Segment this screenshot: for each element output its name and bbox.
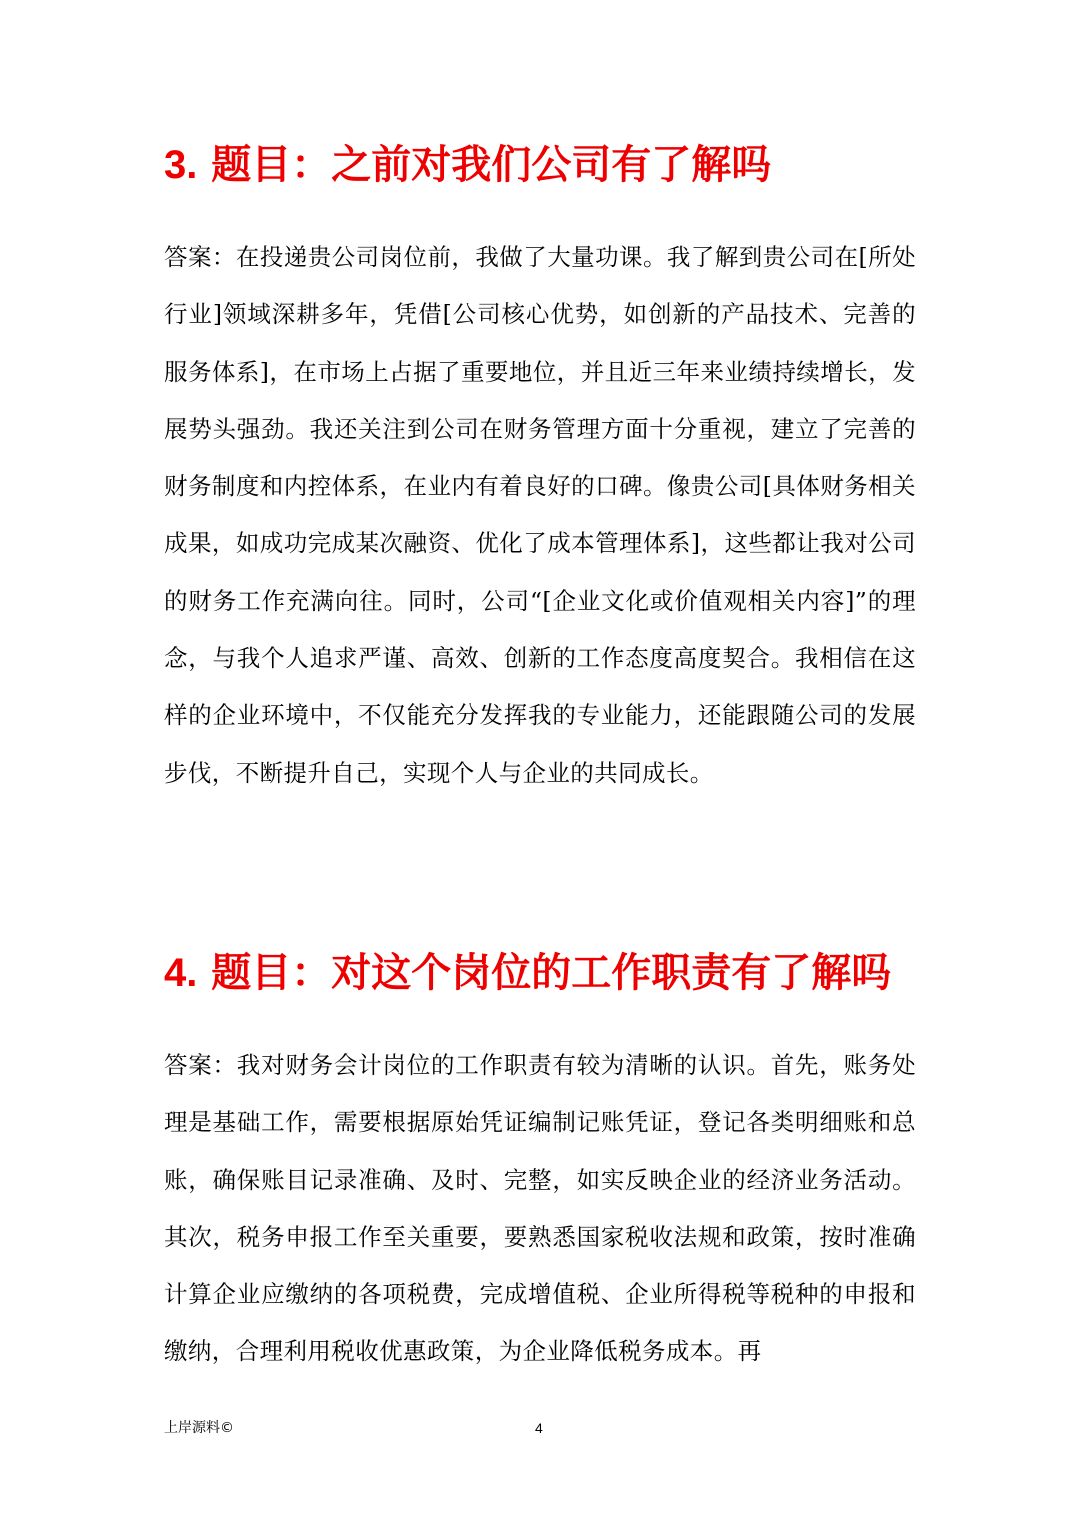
answer-paragraph-3: 答案：在投递贵公司岗位前，我做了大量功课。我了解到贵公司在[所处行业]领域深耕多年，凭借[公司核心优势，如创新的产品技术、完善的服务体系]，在市场上占据了重要地位，并且近三年来业绩持续增长，发展势头强劲。我还关注到公司在财务管理方面十分重视，建立了完善的财务制度和内控体系，在业内有着良好的口碑。像贵公司[具体财务相关成果，如成功完成某次融资、优化了成本管理体系]，这些都让我对公司的财务工作充满向往。同时，公司“[企业文化或价值观相关内容]”的理念，与我个人追求严谨、高效、创新的工作态度高度契合。我相信在这样的企业环境中，不仅能充分发挥我的专业能力，还能跟随公司的发展步伐，不断提升自己，实现个人与企业的共同成长。 bbox=[164, 243, 916, 787]
page-number: 4 bbox=[535, 1420, 543, 1436]
section-heading-4 bbox=[164, 948, 944, 998]
section-number: 3. bbox=[164, 143, 198, 187]
answer-paragraph-4: 答案：我对财务会计岗位的工作职责有较为清晰的认识。首先，账务处理是基础工作，需要根据原始凭证编制记账凭证，登记各类明细账和总账，确保账目记录准确、及时、完整，如实反映企业的经济业务活动。其次，税务申报工作至关重要，要熟悉国家税收法规和政策，按时准确计算企业应缴纳的各项税费，完成增值税、企业所得税等税种的申报和缴纳，合理利用税收优惠政策，为企业降低税务成本。再 bbox=[164, 1051, 916, 1366]
section-title: 题目：之前对我们公司有了解吗 bbox=[211, 142, 772, 188]
section-number: 4. bbox=[164, 951, 198, 995]
section-heading-3 bbox=[164, 140, 944, 190]
footer-source: 上岸源料© bbox=[164, 1420, 234, 1436]
section-title: 题目：对这个岗位的工作职责有了解吗 bbox=[211, 950, 892, 996]
